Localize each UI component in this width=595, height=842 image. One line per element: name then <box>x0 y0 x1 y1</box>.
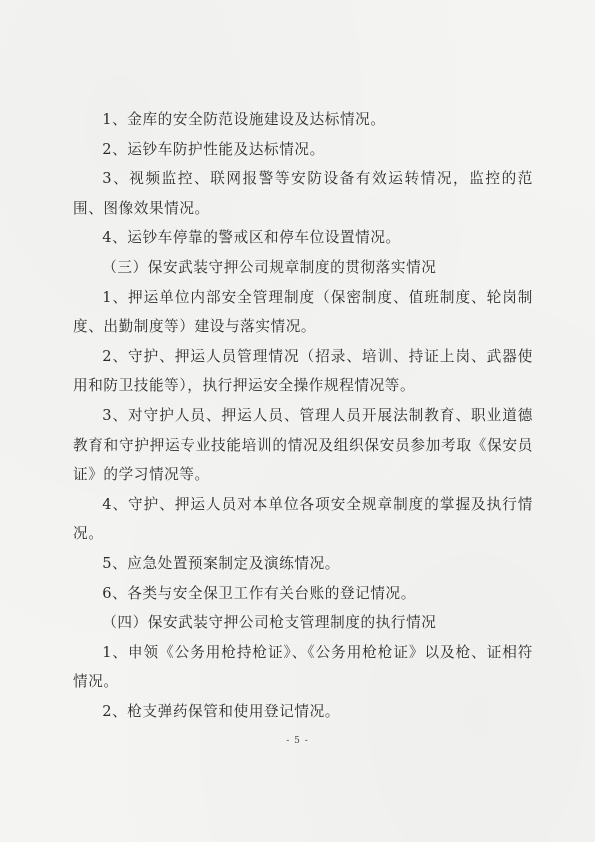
page-number: - 5 - <box>286 736 309 746</box>
paragraph-personnel-management: 2、守护、押运人员管理情况（招录、培训、持证上岗、武器使用和防卫技能等），执行押运安全操作规程情况等。 <box>73 347 533 395</box>
document-body <box>73 105 533 726</box>
paragraph-internal-management: 1、押运单位内部安全管理制度（保密制度、值班制度、轮岗制度、出勤制度等）建设与落实情况。 <box>73 288 533 336</box>
paragraph-gun-permits: 1、申领《公务用枪持枪证》、《公务用枪枪证》以及枪、证相符情况。 <box>73 643 533 691</box>
section-heading-4: （四）保安武装守押公司枪支管理制度的执行情况 <box>102 614 437 632</box>
section-heading-3: （三）保安武装守押公司规章制度的贯彻落实情况 <box>102 258 437 276</box>
paragraph-rules-mastery: 4、守护、押运人员对本单位各项安全规章制度的掌握及执行情况。 <box>73 495 533 543</box>
paragraph-vault-facilities: 1、金库的安全防范设施建设及达标情况。 <box>102 111 386 128</box>
paragraph-training: 3、对守护人员、押运人员、管理人员开展法制教育、职业道德教育和守护押运专业技能培训的情况及组织保安员参加考取《保安员证》的学习情况等。 <box>73 406 533 484</box>
paragraph-video-monitoring: 3、视频监控、联网报警等安防设备有效运转情况，监控的范围、图像效果情况。 <box>73 170 533 217</box>
paragraph-armored-car-protection: 2、运钞车防护性能及达标情况。 <box>102 140 325 158</box>
paragraph-ledger-registration: 6、各类与安全保卫工作有关台账的登记情况。 <box>102 584 416 602</box>
paragraph-ammunition-storage: 2、枪支弹药保管和使用登记情况。 <box>102 702 340 720</box>
paragraph-emergency-plan: 5、应急处置预案制定及演练情况。 <box>102 554 340 572</box>
paragraph-parking-cordon: 4、运钞车停靠的警戒区和停车位设置情况。 <box>102 229 401 247</box>
